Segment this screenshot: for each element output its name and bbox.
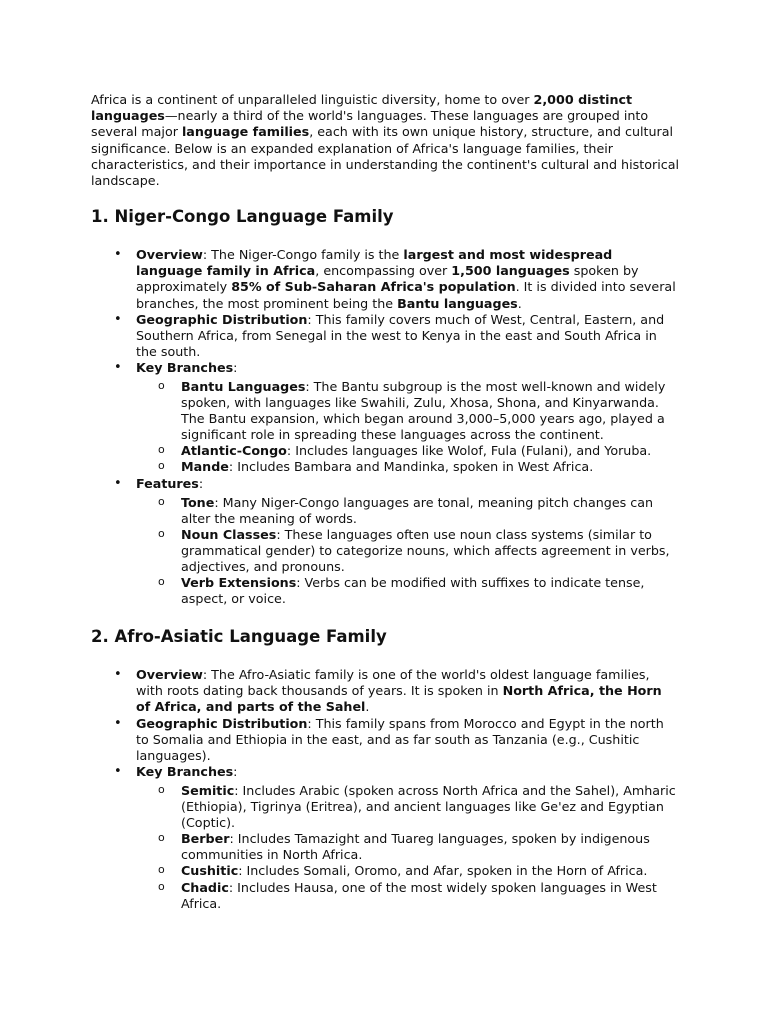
item-text: . xyxy=(365,699,370,715)
item-emphasis: Bantu languages xyxy=(397,295,518,311)
sublist-item-text: : Verbs can be modified with suffixes to indicate tense, aspect, or voice. xyxy=(181,575,645,607)
sublist-item xyxy=(181,379,680,443)
sublist-item-label: Noun Classes xyxy=(181,526,277,542)
sublist-item-label: Berber xyxy=(181,831,230,847)
list-item-features xyxy=(136,476,680,608)
features-sublist xyxy=(136,495,680,608)
item-text: : xyxy=(198,475,204,491)
item-text: : xyxy=(233,359,238,375)
intro-text: , each with its own unique history, structure, and cultural significance. Below is an expanded explanation of Africa's language families, their characteristics, and their importance in understanding the continent's cultural and historical landscape. xyxy=(91,124,679,189)
item-emphasis: 1,500 languages xyxy=(451,263,570,279)
sublist-item-label: Verb Extensions xyxy=(181,575,297,591)
item-text: : xyxy=(233,763,238,779)
niger-congo-list xyxy=(91,247,680,607)
sublist-item-text: : Includes Bambara and Mandinka, spoken in West Africa. xyxy=(228,459,594,475)
sublist-item xyxy=(181,863,680,879)
item-text: , encompassing over xyxy=(315,263,452,279)
item-label: Geographic Distribution xyxy=(136,715,308,731)
sublist-item-text: : Includes Somali, Oromo, and Afar, spoken in the Horn of Africa. xyxy=(238,863,648,879)
item-text: : This family covers much of West, Central, Eastern, and Southern Africa, from Senegal in the west to Kenya in the east and South Africa in the south. xyxy=(136,311,665,359)
sublist-item xyxy=(181,443,680,459)
sublist-item xyxy=(181,783,680,831)
list-item-overview xyxy=(136,667,680,715)
list-item-key-branches xyxy=(136,764,680,912)
sublist-item-text: : Includes Arabic (spoken across North Africa and the Sahel), Amharic (Ethiopia), Tigrinya (Eritrea), and ancient languages like Ge'ez and Egyptian (Coptic). xyxy=(181,782,676,831)
item-text: . xyxy=(517,295,522,311)
sublist-item-label: Mande xyxy=(181,459,229,475)
list-item-geographic-distribution xyxy=(136,716,680,764)
sublist-item-label: Atlantic-Congo xyxy=(181,443,287,459)
item-emphasis: North Africa, the Horn of Africa, and parts of the Sahel xyxy=(136,683,662,715)
sublist-item-text: : Includes Hausa, one of the most widely spoken languages in West Africa. xyxy=(181,879,657,911)
sublist-item-label: Bantu Languages xyxy=(181,378,306,394)
item-text: : This family spans from Morocco and Egypt in the north to Somalia and Ethiopia in the east, and as far south as Tanzania (e.g., Cushitic languages). xyxy=(136,715,664,763)
sublist-item-label: Chadic xyxy=(181,879,229,895)
intro-text: —nearly a third of the world's languages. These languages are grouped into several major xyxy=(91,108,649,140)
item-label: Geographic Distribution xyxy=(136,311,308,327)
item-text: . It is divided into several branches, the most prominent being the xyxy=(136,279,676,311)
section-heading-niger-congo: 1. Niger-Congo Language Family xyxy=(91,207,394,227)
sublist-item xyxy=(181,880,680,912)
item-emphasis: 85% of Sub-Saharan Africa's population xyxy=(231,279,516,295)
intro-paragraph xyxy=(91,92,680,189)
item-text: : The Afro-Asiatic family is one of the world's oldest language families, with roots dating back thousands of years. It is spoken in xyxy=(136,667,650,699)
section-heading-afro-asiatic: 2. Afro-Asiatic Language Family xyxy=(91,627,387,647)
item-text: : The Niger-Congo family is the xyxy=(202,247,404,263)
sublist-item-text: : The Bantu subgroup is the most well-known and widely spoken, with languages like Swahili, Zulu, Xhosa, Shona, and Kinyarwanda. The Bantu expansion, which began around 3,000–5,000 years ago, played a significant role in spreading these languages across the continent. xyxy=(181,378,666,443)
list-item-overview xyxy=(136,247,680,311)
sublist-item xyxy=(181,575,680,607)
sublist-item-text: : Includes languages like Wolof, Fula (Fulani), and Yoruba. xyxy=(286,443,652,459)
key-branches-sublist xyxy=(136,379,680,476)
item-label: Overview xyxy=(136,247,203,263)
intro-emphasis: 2,000 distinct languages xyxy=(91,92,633,124)
key-branches-sublist xyxy=(136,783,680,912)
sublist-item-text: : Many Niger-Congo languages are tonal, meaning pitch changes can alter the meaning of words. xyxy=(181,494,654,526)
list-item-key-branches xyxy=(136,360,680,476)
sublist-item xyxy=(181,527,680,575)
afro-asiatic-list xyxy=(91,667,680,911)
sublist-item-label: Tone xyxy=(181,494,215,510)
item-label: Key Branches xyxy=(136,359,234,375)
sublist-item xyxy=(181,831,680,863)
intro-emphasis: language families xyxy=(181,124,310,140)
item-label: Key Branches xyxy=(136,763,234,779)
item-emphasis: largest and most widespread language family in Africa xyxy=(136,247,613,279)
sublist-item-text: : These languages often use noun class systems (similar to grammatical gender) to categorize nouns, which affects agreement in verbs, adjectives, and pronouns. xyxy=(181,526,670,574)
sublist-item xyxy=(181,495,680,527)
item-label: Features xyxy=(136,475,199,491)
intro-text: Africa is a continent of unparalleled linguistic diversity, home to over xyxy=(91,92,534,107)
item-text: spoken by approximately xyxy=(136,263,639,295)
sublist-item-label: Cushitic xyxy=(181,863,239,879)
list-item-geographic-distribution xyxy=(136,312,680,360)
item-label: Overview xyxy=(136,667,203,683)
sublist-item-text: : Includes Tamazight and Tuareg languages, spoken by indigenous communities in North Africa. xyxy=(181,831,650,863)
sublist-item-label: Semitic xyxy=(181,782,235,798)
sublist-item xyxy=(181,459,680,475)
